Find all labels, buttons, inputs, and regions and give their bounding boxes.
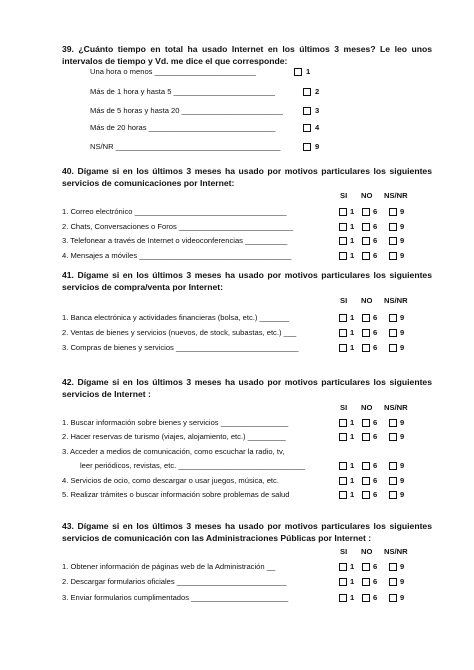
checkbox-no[interactable] bbox=[362, 491, 370, 499]
code-si: 1 bbox=[350, 343, 355, 352]
checkbox-no[interactable] bbox=[362, 419, 370, 427]
header-nsnr: NS/NR bbox=[384, 191, 408, 200]
checkbox-nsnr[interactable] bbox=[389, 563, 397, 571]
q39-option-checkbox[interactable] bbox=[294, 68, 302, 76]
header-no: NO bbox=[361, 403, 373, 412]
item-label: 2. Hacer reservas de turismo (viajes, alojamiento, etc.) _________ bbox=[62, 432, 286, 441]
code-si: 1 bbox=[350, 251, 355, 260]
checkbox-nsnr[interactable] bbox=[389, 344, 397, 352]
q39-option-code: 2 bbox=[315, 87, 320, 96]
code-nsnr: 9 bbox=[400, 222, 405, 231]
q39-option-checkbox[interactable] bbox=[303, 124, 311, 132]
code-no: 6 bbox=[373, 432, 378, 441]
code-si: 1 bbox=[350, 577, 355, 586]
checkbox-nsnr[interactable] bbox=[389, 419, 397, 427]
checkbox-si[interactable] bbox=[339, 237, 347, 245]
code-no: 6 bbox=[373, 343, 378, 352]
code-nsnr: 9 bbox=[400, 418, 405, 427]
header-no: NO bbox=[361, 547, 373, 556]
q40-title: 40. Dígame si en los últimos 3 meses ha usado por motivos particulares los siguientes servicios de comunicaciones por Internet: bbox=[62, 166, 432, 188]
q39-option-code: 9 bbox=[315, 142, 320, 151]
q39-option-code: 1 bbox=[306, 67, 311, 76]
checkbox-no[interactable] bbox=[362, 223, 370, 231]
checkbox-si[interactable] bbox=[339, 252, 347, 260]
q41-title: 41. Dígame si en los últimos 3 meses ha usado por motivos particulares los siguientes servicios de compra/venta por Internet: bbox=[62, 270, 432, 292]
code-nsnr: 9 bbox=[400, 251, 405, 260]
code-nsnr: 9 bbox=[400, 490, 405, 499]
checkbox-si[interactable] bbox=[339, 578, 347, 586]
checkbox-si[interactable] bbox=[339, 419, 347, 427]
checkbox-no[interactable] bbox=[362, 433, 370, 441]
checkbox-no[interactable] bbox=[362, 477, 370, 485]
checkbox-si[interactable] bbox=[339, 329, 347, 337]
checkbox-nsnr[interactable] bbox=[389, 462, 397, 470]
code-nsnr: 9 bbox=[400, 328, 405, 337]
code-no: 6 bbox=[373, 236, 378, 245]
checkbox-nsnr[interactable] bbox=[389, 208, 397, 216]
checkbox-nsnr[interactable] bbox=[389, 491, 397, 499]
q39-option-label: Más de 5 horas y hasta 20 ________________________ bbox=[90, 106, 283, 115]
header-si: SI bbox=[340, 403, 348, 412]
code-no: 6 bbox=[373, 418, 378, 427]
checkbox-nsnr[interactable] bbox=[389, 237, 397, 245]
code-no: 6 bbox=[373, 562, 378, 571]
item-label: leer periódicos, revistas, etc. ______________________________ bbox=[80, 461, 306, 470]
code-no: 6 bbox=[373, 251, 378, 260]
q39-option-code: 4 bbox=[315, 123, 320, 132]
item-label: 2. Descargar formularios oficiales __________________________ bbox=[62, 577, 287, 586]
checkbox-no[interactable] bbox=[362, 329, 370, 337]
item-label: 5. Realizar trámites o buscar información sobre problemas de salud bbox=[62, 490, 290, 499]
q39-title: 39. ¿Cuánto tiempo en total ha usado Internet en los últimos 3 meses? Le leo unos intervalos de tiempo y Vd. me dice el que corresponde: bbox=[62, 44, 432, 66]
header-si: SI bbox=[340, 547, 348, 556]
q39-option-checkbox[interactable] bbox=[303, 88, 311, 96]
checkbox-si[interactable] bbox=[339, 344, 347, 352]
code-nsnr: 9 bbox=[400, 207, 405, 216]
checkbox-nsnr[interactable] bbox=[389, 329, 397, 337]
checkbox-si[interactable] bbox=[339, 594, 347, 602]
checkbox-si[interactable] bbox=[339, 477, 347, 485]
checkbox-no[interactable] bbox=[362, 578, 370, 586]
header-nsnr: NS/NR bbox=[384, 403, 408, 412]
code-no: 6 bbox=[373, 476, 378, 485]
q39-option-label: Más de 1 hora y hasta 5 ________________________ bbox=[90, 87, 275, 96]
checkbox-si[interactable] bbox=[339, 462, 347, 470]
item-label: 1. Buscar información sobre bienes y servicios ________________ bbox=[62, 418, 289, 427]
item-label: 3. Telefonear a través de Internet o videoconferencias __________ bbox=[62, 236, 288, 245]
q39-option-code: 3 bbox=[315, 106, 320, 115]
code-no: 6 bbox=[373, 461, 378, 470]
code-si: 1 bbox=[350, 207, 355, 216]
item-label: 4. Servicios de ocio, como descargar o usar juegos, música, etc. bbox=[62, 476, 279, 485]
code-nsnr: 9 bbox=[400, 562, 405, 571]
item-label: 2. Ventas de bienes y servicios (nuevos, de stock, subastas, etc.) ___ bbox=[62, 328, 297, 337]
header-no: NO bbox=[361, 296, 373, 305]
code-si: 1 bbox=[350, 490, 355, 499]
checkbox-nsnr[interactable] bbox=[389, 252, 397, 260]
checkbox-no[interactable] bbox=[362, 563, 370, 571]
code-nsnr: 9 bbox=[400, 313, 405, 322]
code-si: 1 bbox=[350, 562, 355, 571]
checkbox-si[interactable] bbox=[339, 563, 347, 571]
checkbox-nsnr[interactable] bbox=[389, 433, 397, 441]
code-nsnr: 9 bbox=[400, 461, 405, 470]
checkbox-no[interactable] bbox=[362, 462, 370, 470]
checkbox-no[interactable] bbox=[362, 208, 370, 216]
q39-option-checkbox[interactable] bbox=[303, 143, 311, 151]
checkbox-no[interactable] bbox=[362, 237, 370, 245]
checkbox-nsnr[interactable] bbox=[389, 578, 397, 586]
code-no: 6 bbox=[373, 207, 378, 216]
code-si: 1 bbox=[350, 461, 355, 470]
checkbox-si[interactable] bbox=[339, 491, 347, 499]
checkbox-no[interactable] bbox=[362, 252, 370, 260]
code-no: 6 bbox=[373, 593, 378, 602]
checkbox-nsnr[interactable] bbox=[389, 594, 397, 602]
checkbox-no[interactable] bbox=[362, 314, 370, 322]
code-si: 1 bbox=[350, 236, 355, 245]
checkbox-nsnr[interactable] bbox=[389, 314, 397, 322]
checkbox-nsnr[interactable] bbox=[389, 223, 397, 231]
checkbox-si[interactable] bbox=[339, 208, 347, 216]
item-label: 3. Enviar formularios cumplimentados _______________________ bbox=[62, 593, 289, 602]
code-nsnr: 9 bbox=[400, 476, 405, 485]
header-si: SI bbox=[340, 191, 348, 200]
q39-option-label: NS/NR _______________________________________ bbox=[90, 142, 281, 151]
code-si: 1 bbox=[350, 432, 355, 441]
item-label: 3. Compras de bienes y servicios _____________________________ bbox=[62, 343, 299, 352]
code-si: 1 bbox=[350, 313, 355, 322]
checkbox-si[interactable] bbox=[339, 433, 347, 441]
q43-title: 43. Dígame si en los últimos 3 meses ha usado por motivos particulares los siguientes servicios de comunicación con las Administraciones Públicas por Internet : bbox=[62, 521, 432, 543]
header-nsnr: NS/NR bbox=[384, 547, 408, 556]
item-label: 2. Chats, Conversaciones o Foros ___________________________ bbox=[62, 222, 293, 231]
checkbox-no[interactable] bbox=[362, 594, 370, 602]
q42-title: 42. Dígame si en los últimos 3 meses ha usado por motivos particulares los siguientes servicios de Internet : bbox=[62, 377, 432, 399]
code-nsnr: 9 bbox=[400, 236, 405, 245]
item-label: 1. Banca electrónica y actividades financieras (bolsa, etc.) _______ bbox=[62, 313, 290, 322]
code-nsnr: 9 bbox=[400, 577, 405, 586]
code-no: 6 bbox=[373, 313, 378, 322]
code-si: 1 bbox=[350, 222, 355, 231]
code-si: 1 bbox=[350, 593, 355, 602]
code-nsnr: 9 bbox=[400, 432, 405, 441]
item-label: 1. Obtener información de páginas web de la Administración __ bbox=[62, 562, 276, 571]
header-si: SI bbox=[340, 296, 348, 305]
item-label: 3. Acceder a medios de comunicación, como escuchar la radio, tv, bbox=[62, 447, 285, 456]
item-label: 1. Correo electrónico ____________________________________ bbox=[62, 207, 287, 216]
header-no: NO bbox=[361, 191, 373, 200]
header-nsnr: NS/NR bbox=[384, 296, 408, 305]
code-no: 6 bbox=[373, 577, 378, 586]
q39-option-checkbox[interactable] bbox=[303, 107, 311, 115]
code-no: 6 bbox=[373, 328, 378, 337]
code-si: 1 bbox=[350, 418, 355, 427]
checkbox-si[interactable] bbox=[339, 223, 347, 231]
code-si: 1 bbox=[350, 328, 355, 337]
code-no: 6 bbox=[373, 490, 378, 499]
code-nsnr: 9 bbox=[400, 593, 405, 602]
checkbox-nsnr[interactable] bbox=[389, 477, 397, 485]
code-nsnr: 9 bbox=[400, 343, 405, 352]
checkbox-si[interactable] bbox=[339, 314, 347, 322]
code-no: 6 bbox=[373, 222, 378, 231]
code-si: 1 bbox=[350, 476, 355, 485]
checkbox-no[interactable] bbox=[362, 344, 370, 352]
q39-option-label: Una hora o menos ________________________ bbox=[90, 67, 256, 76]
item-label: 4. Mensajes a móviles ____________________________________ bbox=[62, 251, 292, 260]
q39-option-label: Más de 20 horas ______________________________ bbox=[90, 123, 276, 132]
